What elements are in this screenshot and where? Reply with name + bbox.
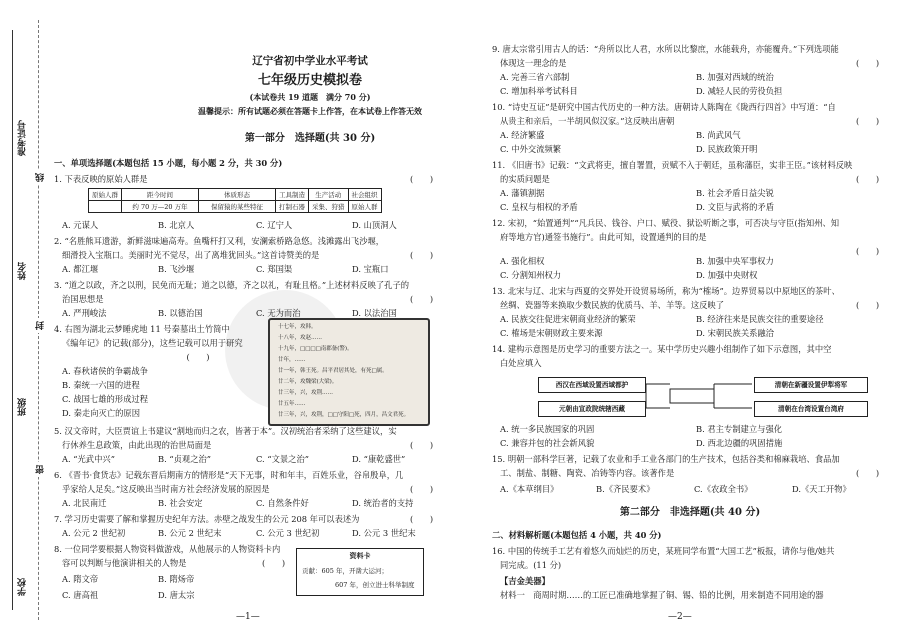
question-stem: 府等地方官)通签书施行”。由此可知，设置通判的目的是 (500, 232, 707, 242)
card-title: 资料卡 (349, 551, 371, 560)
option[interactable]: C. 皇权与相权的矛盾 (500, 202, 578, 212)
section-heading: 一、单项选择题(本题包括 15 小题，每小题 2 分，共 30 分) (54, 158, 283, 168)
table-cell (89, 201, 122, 213)
option[interactable]: D. 统治者的支持 (352, 498, 414, 508)
option[interactable]: C.《农政全书》 (694, 484, 753, 494)
question-stem: 容可以判断与他演讲相关的人物是 (62, 558, 187, 568)
slip-line: 廿三年，兴，攻荆，□□守阳□死，四月，昌文君死。 (278, 412, 410, 418)
option[interactable]: C. 分割知州权力 (500, 270, 562, 280)
option[interactable]: D. 宝瓶口 (352, 264, 389, 274)
option[interactable]: A. 完善三省六部制 (500, 72, 570, 82)
binding-label-exam-no: 准考证号 (18, 120, 28, 156)
option[interactable]: C. 辽宁人 (256, 220, 293, 230)
option[interactable]: B. “贞观之治” (158, 454, 212, 464)
option[interactable]: A. 公元 2 世纪初 (62, 528, 126, 538)
slip-line: 十九年，□□□□南郡备(警)。 (278, 346, 353, 352)
option[interactable]: B.《齐民要术》 (596, 484, 655, 494)
table-cell: 原始人群 (348, 201, 381, 213)
option[interactable]: D. 山顶洞人 (352, 220, 397, 230)
question-stem: 15. 明朝一部科学巨著，记载了农业和手工业各部门的生产技术，包括谷类和棉麻栽培、食品加 (492, 454, 840, 464)
binding-line (12, 30, 13, 610)
option[interactable]: D. 公元 3 世纪末 (352, 528, 416, 538)
exam-tip: 温馨提示：所有试题必须在答题卡上作答，在本试卷上作答无效 (198, 106, 422, 116)
exam-name: 辽宁省初中学业水平考试 (252, 55, 368, 67)
option[interactable]: C. 榷场是宋朝财政主要来源 (500, 328, 603, 338)
option[interactable]: A. 隋文帝 (62, 574, 99, 584)
option[interactable]: D. 减轻人民的劳役负担 (696, 86, 783, 96)
question-stem: 工、制盐、制糖、陶瓷、冶铸等内容。该著作是 (500, 468, 675, 478)
table-header: 体质形态 (199, 189, 276, 201)
option[interactable]: D. 民族政策开明 (696, 144, 758, 154)
material-text: 材料一 商周时期……的工匠已准确地掌握了铜、锡、铅的比例，用来制造不同用途的器 (500, 590, 824, 600)
table-cell: 采集、狩猎 (309, 201, 349, 213)
table-cell: 保留猿的某些特征 (199, 201, 276, 213)
question-stem: 7. 学习历史需要了解和掌握历史纪年方法。赤壁之战发生的公元 208 年可以表述为 (54, 514, 360, 524)
option[interactable]: D. 文臣与武将的矛盾 (696, 202, 775, 212)
option[interactable]: B. 加强中央军事权力 (696, 256, 774, 266)
option[interactable]: A. 经济繁盛 (500, 130, 545, 140)
option[interactable]: D. 唐太宗 (158, 590, 195, 600)
answer-paren: ( ) (410, 294, 434, 304)
slip-line: 廿一年，韩王死。昌平君居其处，有死□属。 (278, 368, 388, 374)
option[interactable]: C. 战国七雄的形成过程 (62, 394, 148, 404)
answer-paren: ( ) (856, 174, 880, 184)
option[interactable]: A. 严刑峻法 (62, 308, 107, 318)
option[interactable]: C. 兼容并包的社会新风貌 (500, 438, 595, 448)
cut-mark: 封 (34, 318, 47, 333)
option[interactable]: A.《本草纲目》 (500, 484, 559, 494)
question-stem: 8. 一位同学要根据人物资料做游戏，从他展示的人物资料卡内 (54, 544, 281, 554)
answer-paren: ( ) (410, 484, 434, 494)
diagram-box: 元朝由宣政院统辖西藏 (538, 401, 646, 417)
question-stem: 白处应填入 (500, 358, 542, 368)
page-title: 七年级历史模拟卷 (257, 73, 362, 88)
cut-mark: 密 (34, 462, 47, 477)
page-number: —2— (668, 612, 692, 622)
option[interactable]: A. 藩镇割据 (500, 188, 545, 198)
option[interactable]: A. 北民南迁 (62, 498, 107, 508)
option[interactable]: C. 唐高祖 (62, 590, 99, 600)
question-stem: 《编年记》的记载(部分)，这些记载可以用于研究 (62, 338, 243, 348)
answer-paren: ( ) (262, 558, 286, 568)
question-stem: 丝绸、瓷器等来换取少数民族的优质马、羊、羊等。这反映了 (500, 300, 725, 310)
option[interactable]: A. “光武中兴” (62, 454, 115, 464)
question-stem: 从贵主和亲后，一半胡风似汉家。”这反映出唐朝 (500, 116, 675, 126)
slip-line: 廿五年…… (278, 401, 306, 407)
table-header: 原始人群 (89, 189, 122, 201)
slip-line: 廿年，…… (278, 357, 306, 363)
part-heading: 第二部分 非选择题(共 40 分) (619, 507, 761, 518)
option[interactable]: B. 尚武风气 (696, 130, 741, 140)
info-card (296, 548, 424, 596)
answer-paren: ( ) (856, 246, 880, 256)
option[interactable]: C. 郑国渠 (256, 264, 293, 274)
option[interactable]: C. “文景之治” (256, 454, 309, 464)
option[interactable]: D. 宋朝民族关系融洽 (696, 328, 775, 338)
diagram-box: 清朝在新疆设置伊犁将军 (754, 377, 868, 393)
answer-paren: ( ) (856, 468, 880, 478)
slip-line: 十八年，攻赵…… (278, 335, 323, 341)
option[interactable]: D. “康乾盛世” (352, 454, 406, 464)
answer-paren: ( ) (856, 58, 880, 68)
question-stem: 12. 宋初，“始置通判”“凡兵民、钱谷、户口、赋役、狱讼听断之事，可否决与守臣(指知州、知 (492, 218, 840, 228)
option[interactable]: D. 西北边疆的巩固措施 (696, 438, 783, 448)
option[interactable]: B. 公元 2 世纪末 (158, 528, 222, 538)
option[interactable]: B. 隋炀帝 (158, 574, 195, 584)
question-stem: 体现这一理念的是 (500, 58, 567, 68)
slip-line: 廿二年，攻魏梁(大梁)。 (278, 379, 338, 385)
option[interactable]: B. 加强对西域的统治 (696, 72, 774, 82)
exam-info: (本试卷共 19 道题 满分 70 分) (249, 92, 371, 102)
question-stem: 治国思想是 (62, 294, 104, 304)
option[interactable]: B. 北京人 (158, 220, 195, 230)
question-stem: 4. 右图为湖北云梦睡虎地 11 号秦墓出土竹简中 (54, 324, 230, 334)
question-stem: 的实质问题是 (500, 174, 550, 184)
question-stem: 2. “名胜熊耳遗游，新鲜滋味遍高寿。鱼嘴杆打又利，安澜索桥路急悠。浅滩露出飞沙堰， (54, 236, 385, 246)
diagram-box: 清朝在台湾设置台湾府 (754, 401, 868, 417)
table-header: 距今时间 (122, 189, 199, 201)
option[interactable]: A. 统一多民族国家的巩固 (500, 424, 595, 434)
section-tag: 【吉金美器】 (500, 576, 550, 586)
option[interactable]: D. 秦走向灭亡的原因 (62, 408, 141, 418)
option[interactable]: B. 君主专制建立与强化 (696, 424, 783, 434)
answer-paren: ( ) (410, 514, 434, 524)
table-cell: 约 70 万—20 万年 (122, 201, 199, 213)
option[interactable]: C. 无为而治 (256, 308, 301, 318)
option[interactable]: B. 飞沙堰 (158, 264, 195, 274)
binding-label-school: 学校 (18, 578, 28, 596)
question-stem: 16. 中国的传统手工艺有着悠久而灿烂的历史，某班同学布置“大国工艺”板报，请你与他/她共 (492, 546, 835, 556)
question-stem: 13. 北宋与辽、北宋与西夏的交界处开设贸易场所，称为“榷场”。边界贸易以中原地区的茶叶、 (492, 286, 840, 296)
option[interactable]: B. 社会安定 (158, 498, 203, 508)
card-line: 贡献：605 年，开凿大运河； (302, 567, 388, 575)
cut-mark: 线 (34, 170, 47, 185)
option[interactable]: C. 中外交流频繁 (500, 144, 562, 154)
option[interactable]: D. 加强中央财权 (696, 270, 758, 280)
answer-paren: ( ) (410, 440, 434, 450)
answer-paren: ( ) (856, 300, 880, 310)
slip-line: 十七年，攻韩。 (278, 324, 317, 330)
binding-label-class: 班级 (18, 398, 28, 416)
question-stem: 6. 《晋书·食货志》记载东晋后期南方的情形是“天下无事，时和年丰，百姓乐业，谷帛殷阜，几 (54, 470, 404, 480)
option[interactable]: C. 公元 3 世纪初 (256, 528, 320, 538)
question-stem: 11. 《旧唐书》记载：“文武将吏，擅自署置，贡赋不入于朝廷，虽称藩臣，实非王臣。”该材料反映 (492, 160, 853, 170)
question-stem: 同完成。(11 分) (500, 560, 562, 570)
question-stem: 乎家给人足矣。”这反映出当时南方社会经济发展的原因是 (62, 484, 270, 494)
question-stem: 3. “道之以政，齐之以刑，民免而无耻；道之以德，齐之以礼，有耻且格。”上述材料反映了孔子的 (54, 280, 410, 290)
option[interactable]: A. 都江堰 (62, 264, 99, 274)
table-header: 生产活动 (309, 189, 349, 201)
page-number: —1— (236, 612, 260, 622)
answer-paren: ( ) (410, 174, 434, 184)
question-stem: 10. “诗史互证”是研究中国古代历史的一种方法。唐朝诗人陈陶在《陇西行四首》中写道：“自 (492, 102, 836, 112)
question-stem: 14. 建构示意图是历史学习的重要方法之一。某中学历史兴趣小组制作了如下示意图，其中空 (492, 344, 832, 354)
option[interactable]: A. 元谋人 (62, 220, 99, 230)
option[interactable]: D. 以法治国 (352, 308, 397, 318)
option[interactable]: B. 经济往来是民族交往的重要途径 (696, 314, 824, 324)
table-header: 工具制造 (276, 189, 309, 201)
question-stem: 5. 汉文帝时，大臣贾谊上书建议“割地而归之农，皆著于本”。汉初统治者采纳了这些建议，实 (54, 426, 397, 436)
q1-table (88, 188, 382, 213)
card-line: 607 年，创立进士科举制度 (335, 581, 415, 589)
table-header: 社会组织 (348, 189, 381, 201)
slip-line: 廿三年，兴，攻荆…… (278, 390, 334, 396)
answer-paren: ( ) (62, 352, 210, 362)
section-heading: 二、材料解析题(本题包括 4 小题，共 40 分) (492, 530, 662, 540)
option[interactable]: A. 强化相权 (500, 256, 545, 266)
answer-paren: ( ) (856, 116, 880, 126)
question-stem: 行休养生息政策，由此出现的治世局面是 (62, 440, 212, 450)
diagram-box: 西汉在西域设置西域都护 (538, 377, 646, 393)
option[interactable]: A. 民族交往促进宋朝商业经济的繁荣 (500, 314, 636, 324)
question-stem: 1. 下表反映的原始人群是 (54, 174, 148, 184)
option[interactable]: B. 秦统一六国的进程 (62, 380, 140, 390)
option[interactable]: B. 社会矛盾日益尖锐 (696, 188, 774, 198)
table-cell: 打制石器 (276, 201, 309, 213)
bamboo-slip-figure (268, 318, 430, 426)
option[interactable]: C. 增加科举考试科目 (500, 86, 578, 96)
answer-paren: ( ) (410, 250, 434, 260)
question-stem: 细滑投入宝瓶口。美丽时光不觉尽，出了离堆犹回头。”这首诗赞美的是 (62, 250, 320, 260)
option[interactable]: C. 自然条件好 (256, 498, 309, 508)
part-heading: 第一部分 选择题(共 30 分) (244, 133, 376, 144)
option[interactable]: A. 春秋诸侯的争霸战争 (62, 366, 148, 376)
question-stem: 9. 唐太宗常引用古人的话：“舟所以比人君，水所以比黎庶，水能载舟，亦能覆舟。”下列选项能 (492, 44, 839, 54)
option[interactable]: D.《天工开物》 (792, 484, 851, 494)
option[interactable]: B. 以德治国 (158, 308, 203, 318)
binding-label-name: 姓名 (18, 262, 28, 280)
